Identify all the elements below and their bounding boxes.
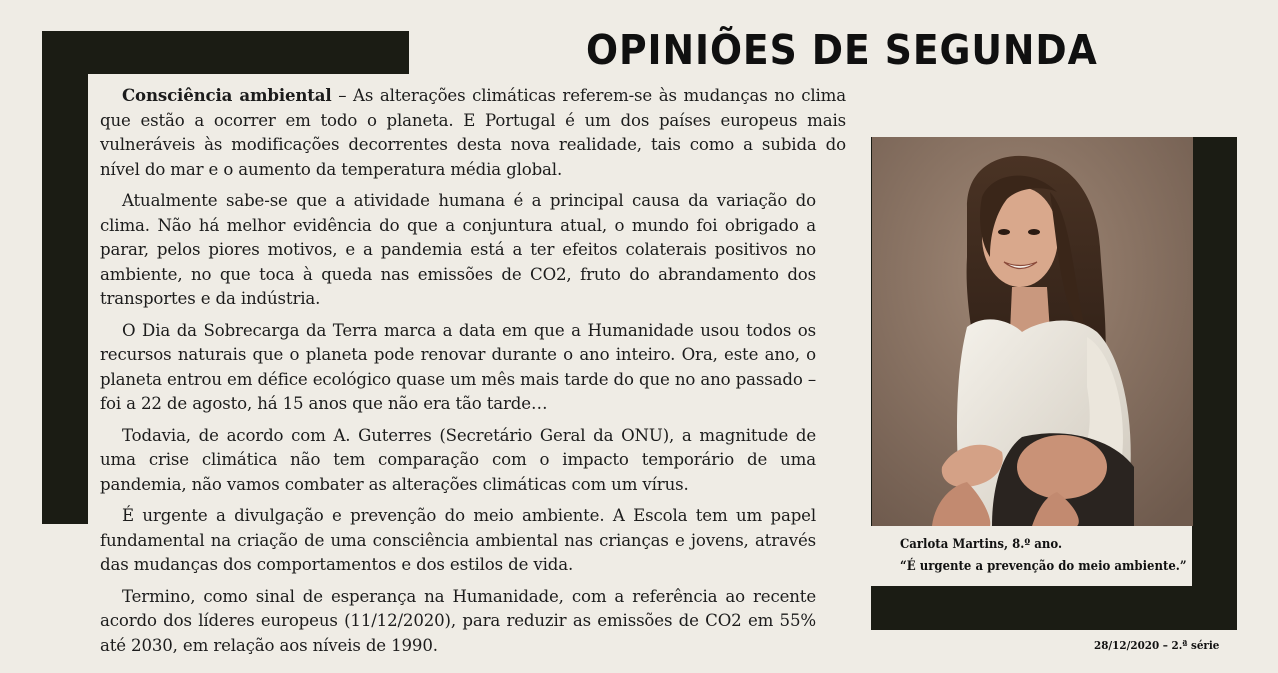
photo-caption xyxy=(900,534,1187,578)
footer-date-series: 28/12/2020 – 2.ª série xyxy=(1094,638,1220,652)
article-paragraph-2: Atualmente sabe-se que a atividade humana é a principal causa da variação do clima. Não há melhor evidência do que a conjuntura atual, o mundo foi obrigado a parar, pelos piores motivos, e a pandemia está a ter efeitos colaterais positivos no ambiente, no que toca à queda nas emissões de CO2, fruto do abrandamento dos transportes e da indústria. xyxy=(100,191,816,308)
caption-author: Carlota Martins, 8.º ano. xyxy=(900,537,1063,552)
article-body xyxy=(100,83,847,665)
article-paragraph-4: Todavia, de acordo com A. Guterres (Secretário Geral da ONU), a magnitude de uma crise climática não tem comparação com o impacto temporário de uma pandemia, não vamos combater as alterações climáticas com um vírus. xyxy=(100,425,816,494)
article-paragraph-3: O Dia da Sobrecarga da Terra marca a data em que a Humanidade usou todos os recursos naturais que o planeta pode renovar durante o ano inteiro. Ora, este ano, o planeta entrou em défice ecológico quase um mês mais tarde do que no ano passado – foi a 22 de agosto, há 15 anos que não era tão tarde… xyxy=(100,320,816,413)
article-lead-label: Consciência ambiental xyxy=(122,85,332,105)
page-title: OPINIÕES DE SEGUNDA xyxy=(586,26,1098,74)
article-paragraph-6: Termino, como sinal de esperança na Humanidade, com a referência ao recente acordo dos líderes europeus (11/12/2020), para reduzir as emissões de CO2 em 55% até 2030, em relação aos níveis de 1990. xyxy=(100,586,816,655)
article-lead-text: – As alterações climáticas referem-se às mudanças no clima que estão a ocorrer em todo o planeta. E Portugal é um dos países europeus mais vulneráveis às modificações decorrentes desta nova realidade, tais como a subida do nível do mar e o aumento da temperatura média global. xyxy=(100,86,847,179)
article-paragraph-1 xyxy=(100,83,846,182)
author-photo xyxy=(872,137,1193,526)
article-paragraph-5: É urgente a divulgação e prevenção do meio ambiente. A Escola tem um papel fundamental na criação de uma consciência ambiental nas crianças e jovens, através das mudanças dos comportamentos e dos estilos de vida. xyxy=(100,506,816,574)
caption-quote: “É urgente a prevenção do meio ambiente.” xyxy=(900,559,1187,574)
